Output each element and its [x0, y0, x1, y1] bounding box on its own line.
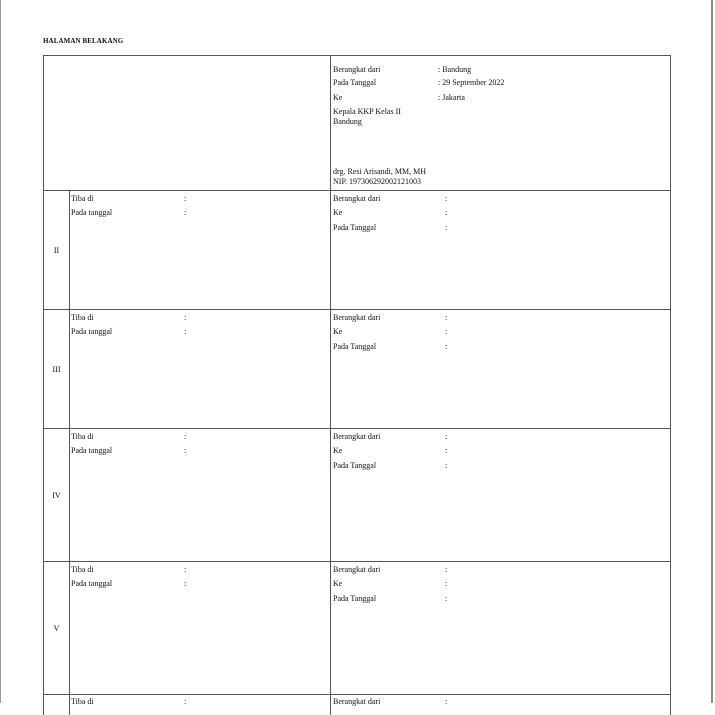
- colon: :: [445, 579, 448, 588]
- signer-name: drg. Resi Arisandi, MM, MH: [333, 167, 426, 176]
- colon: :: [445, 594, 448, 603]
- depart-date-label: Pada Tanggal: [333, 342, 377, 351]
- travel-stamp-table: [43, 55, 671, 715]
- depart-date-label: Pada Tanggal: [333, 594, 377, 603]
- depart-from-label: Berangkat dari: [333, 565, 381, 574]
- colon: :: [445, 446, 448, 455]
- depart-from-label: Berangkat dari: [333, 65, 381, 74]
- colon: :: [445, 697, 448, 706]
- date-label: Pada Tanggal: [333, 78, 377, 87]
- column-divider: [330, 695, 331, 715]
- colon: :: [445, 223, 448, 232]
- arrive-date-label: Pada tanggal: [71, 327, 113, 336]
- table-row-first: [44, 56, 670, 191]
- table-row-IV: [44, 429, 670, 562]
- destination-label: Ke: [333, 579, 343, 588]
- depart-from-label: Berangkat dari: [333, 432, 381, 441]
- destination-label: Ke: [333, 327, 343, 336]
- office-title-line1: Kepala KKP Kelas II: [333, 107, 401, 116]
- column-divider: [330, 429, 331, 561]
- column-divider: [330, 191, 331, 309]
- depart-from-value: : Bandung: [438, 65, 472, 74]
- destination-label: Ke: [333, 208, 343, 217]
- depart-date-label: Pada Tanggal: [333, 461, 377, 470]
- colon: :: [184, 208, 187, 217]
- office-title-line2: Bandung: [333, 117, 362, 126]
- colon: :: [445, 313, 448, 322]
- colon: :: [184, 579, 187, 588]
- colon: :: [445, 327, 448, 336]
- destination-label: Ke: [333, 93, 343, 102]
- arrive-date-label: Pada tanggal: [71, 446, 113, 455]
- colon: :: [445, 565, 448, 574]
- table-row-next: [44, 695, 670, 715]
- destination-value: : Jakarta: [438, 93, 465, 102]
- colon: :: [184, 432, 187, 441]
- column-divider: [330, 562, 331, 694]
- column-divider: [330, 310, 331, 428]
- row-number: II: [44, 191, 70, 309]
- row-number: IV: [44, 429, 70, 561]
- arrive-at-label: Tiba di: [71, 697, 94, 706]
- colon: :: [445, 432, 448, 441]
- depart-from-label: Berangkat dari: [333, 194, 381, 203]
- colon: :: [184, 327, 187, 336]
- colon: :: [184, 697, 187, 706]
- arrive-at-label: Tiba di: [71, 194, 94, 203]
- column-divider: [330, 56, 331, 190]
- colon: :: [184, 565, 187, 574]
- table-row-II: [44, 191, 670, 310]
- table-row-V: [44, 562, 670, 695]
- arrive-date-label: Pada tanggal: [71, 208, 113, 217]
- colon: :: [445, 194, 448, 203]
- arrive-at-label: Tiba di: [71, 313, 94, 322]
- arrive-at-label: Tiba di: [71, 432, 94, 441]
- table-row-III: [44, 310, 670, 429]
- destination-label: Ke: [333, 446, 343, 455]
- colon: :: [445, 461, 448, 470]
- colon: :: [184, 313, 187, 322]
- arrive-at-label: Tiba di: [71, 565, 94, 574]
- row-number: V: [44, 562, 70, 694]
- signer-nip: NIP. 197306292002121003: [333, 177, 422, 186]
- page-heading: HALAMAN BELAKANG: [43, 37, 124, 45]
- depart-from-label: Berangkat dari: [333, 313, 381, 322]
- date-value: : 29 September 2022: [438, 78, 505, 87]
- row-number: [44, 695, 70, 715]
- colon: :: [184, 194, 187, 203]
- colon: :: [445, 342, 448, 351]
- arrive-date-label: Pada tanggal: [71, 579, 113, 588]
- colon: :: [184, 446, 187, 455]
- row-number: III: [44, 310, 70, 428]
- depart-from-label: Berangkat dari: [333, 697, 381, 706]
- depart-date-label: Pada Tanggal: [333, 223, 377, 232]
- colon: :: [445, 208, 448, 217]
